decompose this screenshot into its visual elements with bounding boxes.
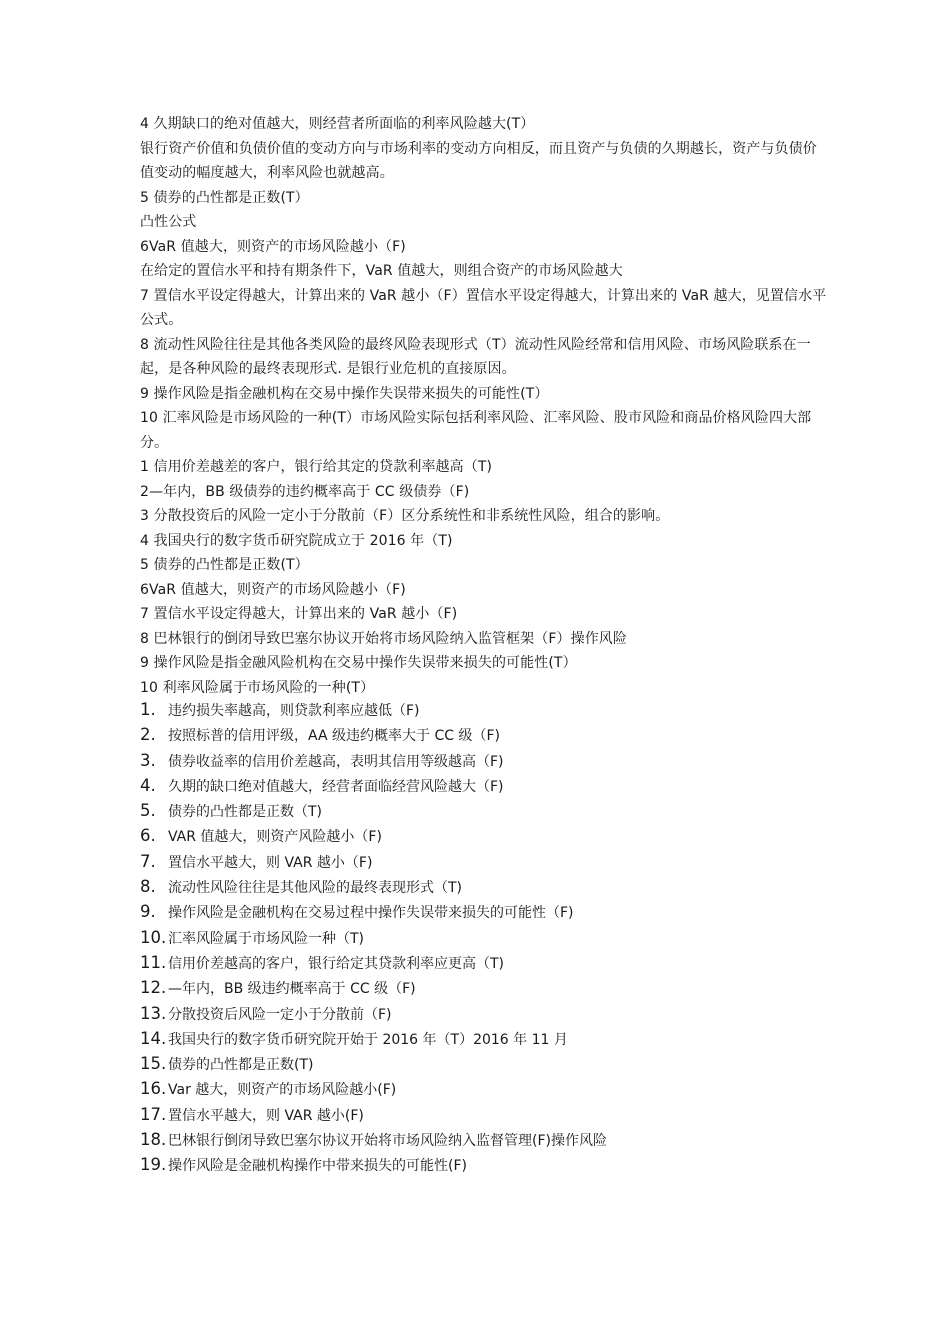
list-item-number: 5.: [140, 801, 156, 821]
list-item-text: 债券的凸性都是正数(T): [168, 1057, 314, 1074]
list-item: [140, 700, 830, 725]
list-item: [140, 852, 830, 877]
list-item: [140, 1079, 830, 1104]
paragraph: 在给定的置信水平和持有期条件下，VaR 值越大，则组合资产的市场风险越大: [140, 263, 623, 279]
list-item-number: 18.: [140, 1130, 167, 1150]
list-item-number: 7.: [140, 851, 156, 871]
list-item: [140, 1004, 830, 1029]
list-item-number: 17.: [140, 1104, 167, 1124]
list-item: [140, 1155, 830, 1180]
paragraph: 10 利率风险属于市场风险的一种(T）: [140, 679, 375, 696]
list-item: [140, 902, 830, 927]
paragraph: 6VaR 值越大，则资产的市场风险越小（F): [140, 581, 406, 598]
list-item-number: 11.: [140, 952, 167, 972]
list-item-text: 流动性风险往往是其他风险的最终表现形式（T): [168, 880, 463, 897]
list-item: [140, 1054, 830, 1079]
list-item: [140, 978, 830, 1003]
list-item-number: 3.: [140, 750, 156, 770]
paragraph: 10 汇率风险是市场风险的一种(T）市场风险实际包括利率风险、汇率风险、股市风险和商品价格风险四大部分。: [140, 410, 812, 451]
list-item-text: 汇率风险属于市场风险一种（T): [168, 930, 365, 947]
list-item-number: 12.: [140, 978, 167, 998]
list-item-text: 操作风险是金融机构操作中带来损失的可能性(F): [168, 1158, 467, 1175]
list-item-number: 19.: [140, 1155, 167, 1175]
list-item-text: 信用价差越高的客户，银行给定其贷款利率应更高（T): [168, 955, 505, 972]
list-item: [140, 751, 830, 776]
list-item-number: 2.: [140, 725, 156, 745]
list-item-number: 14.: [140, 1028, 167, 1048]
paragraph: 8 巴林银行的倒闭导致巴塞尔协议开始将市场风险纳入监管框架（F）操作风险: [140, 630, 628, 647]
document-body: [140, 112, 830, 1181]
list-item-text: 违约损失率越高，则贷款利率应越低（F): [168, 703, 420, 719]
paragraph: 5 债券的凸性都是正数(T）: [140, 557, 309, 573]
paragraph: 2—年内，BB 级债券的违约概率高于 CC 级债券（F): [140, 483, 470, 500]
list-item-text: 巴林银行倒闭导致巴塞尔协议开始将市场风险纳入监督管理(F)操作风险: [168, 1133, 607, 1150]
list-item-number: 9.: [140, 902, 156, 922]
paragraph: 3 分散投资后的风险一定小于分散前（F）区分系统性和非系统性风险，组合的影响。: [140, 508, 670, 524]
list-item-number: 10.: [140, 927, 167, 947]
list-item: [140, 801, 830, 826]
list-item-number: 1.: [140, 700, 156, 719]
list-item-number: 8.: [140, 877, 156, 897]
paragraph: 1 信用价差越差的客户，银行给其定的贷款利率越高（T): [140, 459, 493, 475]
list-item: [140, 953, 830, 978]
list-item-text: 久期的缺口绝对值越大，经营者面临经营风险越大（F): [168, 778, 504, 795]
list-item-text: Var 越大，则资产的市场风险越小(F): [168, 1082, 397, 1099]
list-item-text: 债券的凸性都是正数（T): [168, 804, 323, 821]
list-item-number: 16.: [140, 1079, 167, 1099]
list-item: [140, 1105, 830, 1130]
list-item-text: 置信水平越大，则 VAR 越小(F): [168, 1107, 364, 1124]
list-item: [140, 826, 830, 851]
list-item-text: 置信水平越大，则 VAR 越小（F): [168, 854, 373, 871]
list-item-text: —年内，BB 级违约概率高于 CC 级（F): [168, 981, 416, 998]
list-item-number: 6.: [140, 826, 156, 846]
paragraph-block: [140, 112, 830, 700]
list-item-number: 13.: [140, 1003, 167, 1023]
list-item-text: 我国央行的数字货币研究院开始于 2016 年（T）2016 年 11 月: [168, 1031, 568, 1048]
list-item-text: 操作风险是金融机构在交易过程中操作失误带来损失的可能性（F): [168, 905, 574, 922]
list-item-number: 15.: [140, 1054, 167, 1074]
list-item-text: 分散投资后风险一定小于分散前（F): [168, 1006, 392, 1023]
list-item-text: 按照标普的信用评级，AA 级违约概率大于 CC 级（F): [168, 728, 500, 745]
list-item: [140, 776, 830, 801]
paragraph: 9 操作风险是指金融风险机构在交易中操作失误带来损失的可能性(T）: [140, 655, 577, 671]
paragraph: 6VaR 值越大，则资产的市场风险越小（F): [140, 238, 406, 255]
list-item: [140, 1029, 830, 1054]
list-item: [140, 1130, 830, 1155]
paragraph: 7 置信水平设定得越大，计算出来的 VaR 越小（F）置信水平设定得越大，计算出来的 VaR 越大，见置信水平公式。: [140, 287, 827, 328]
paragraph: 4 我国央行的数字货币研究院成立于 2016 年（T): [140, 532, 453, 549]
list-item: [140, 928, 830, 953]
paragraph: 4 久期缺口的绝对值越大，则经营者所面临的利率风险越大(T）: [140, 116, 535, 132]
numbered-list: [140, 700, 830, 1181]
list-item: [140, 725, 830, 750]
list-item-text: 债券收益率的信用价差越高，表明其信用等级越高（F): [168, 753, 504, 770]
paragraph: 8 流动性风险往往是其他各类风险的最终风险表现形式（T）流动性风险经常和信用风险、市场风险联系在一起，是各种风险的最终表现形式. 是银行业危机的直接原因。: [140, 336, 811, 377]
paragraph: 5 债券的凸性都是正数(T）: [140, 189, 309, 206]
list-item-number: 4.: [140, 775, 156, 795]
paragraph: 9 操作风险是指金融机构在交易中操作失误带来损失的可能性(T）: [140, 385, 549, 402]
paragraph: 7 置信水平设定得越大，计算出来的 VaR 越小（F): [140, 606, 458, 622]
paragraph: 银行资产价值和负债价值的变动方向与市场利率的变动方向相反，而且资产与负债的久期越长，资产与负债价值变动的幅度越大，利率风险也就越高。: [140, 140, 817, 181]
list-item: [140, 877, 830, 902]
paragraph: 凸性公式: [140, 214, 197, 230]
list-item-text: VAR 值越大，则资产风险越小（F): [168, 829, 382, 846]
